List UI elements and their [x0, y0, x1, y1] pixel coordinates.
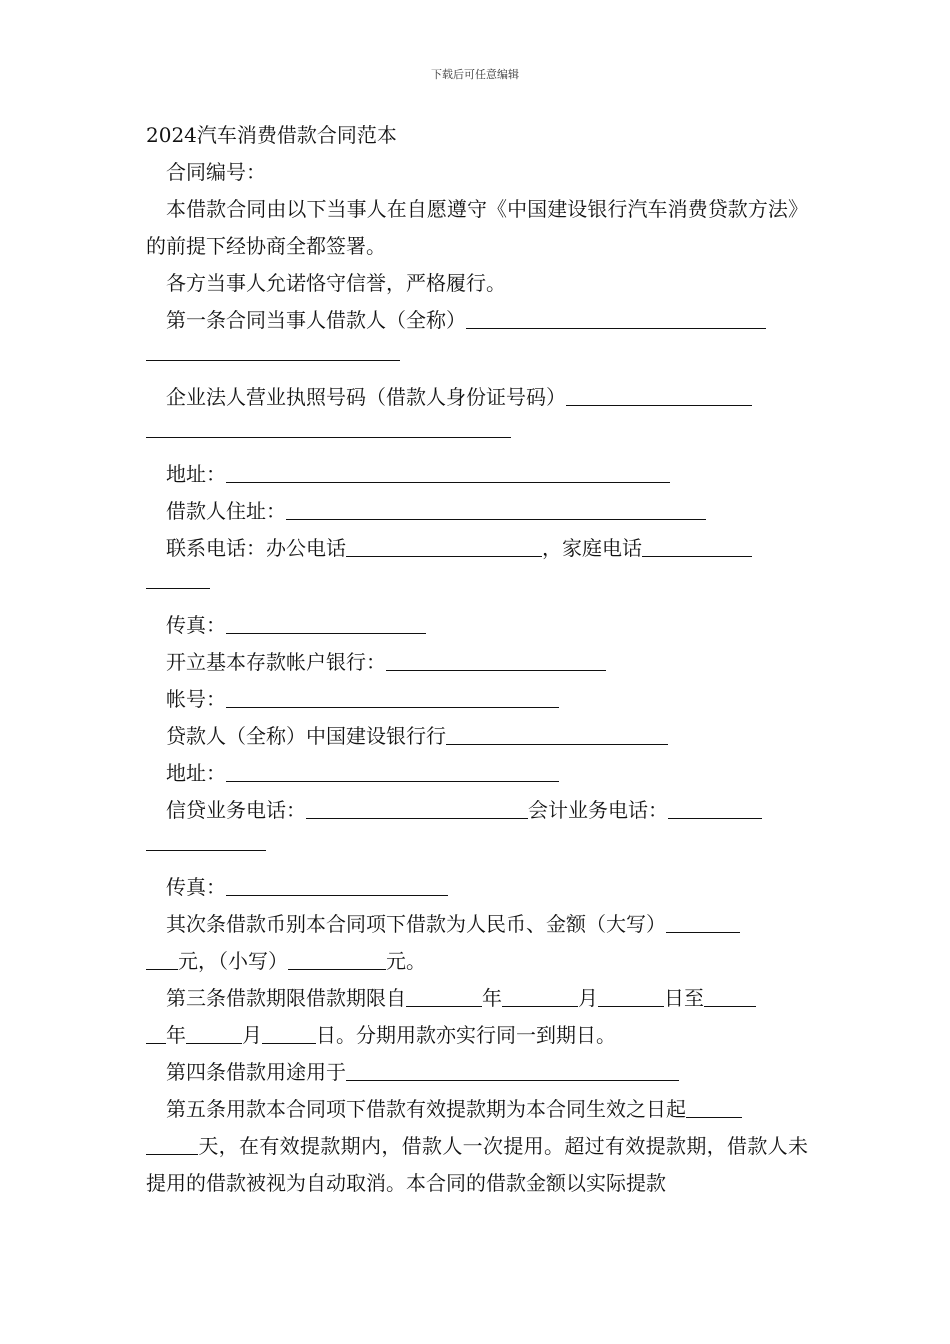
- start-day-blank: [598, 985, 664, 1007]
- document-title: 2024汽车消费借款合同范本: [146, 123, 397, 147]
- residence-label: 借款人住址：: [166, 499, 286, 523]
- term-label: 第三条借款期限借款期限自: [166, 986, 406, 1010]
- draw-terms-text: 天，在有效提款期内，借款人一次提用。超过有效提款期，借款人未提用的借款被视为自动取消。本合同的借款金额以实际提款: [146, 1134, 808, 1195]
- license-blank-cont: [146, 416, 511, 438]
- lender-label: 贷款人（全称）中国建设银行行: [166, 724, 446, 748]
- end-day-label: 日。分期用款亦实行同一到期日。: [316, 1023, 616, 1047]
- fax2-label: 传真：: [166, 875, 226, 899]
- home-phone-blank-cont: [146, 567, 210, 589]
- credit-phone-label: 信贷业务电话：: [166, 798, 306, 822]
- article5-line-cont: [146, 1128, 808, 1202]
- residence-blank: [286, 498, 706, 520]
- contract-number-label: 合同编号：: [166, 160, 266, 184]
- article3-line-cont: [146, 1017, 808, 1054]
- end-year-label: 年: [166, 1023, 186, 1047]
- article2-line-cont: [146, 943, 808, 980]
- address2-line: [146, 755, 808, 792]
- end-month-label: 月: [242, 1023, 262, 1047]
- borrower-name-label: 第一条合同当事人借款人（全称）: [166, 308, 466, 332]
- article1-borrower-line: [146, 302, 808, 339]
- start-year-blank: [406, 985, 482, 1007]
- end-day-blank: [262, 1022, 316, 1044]
- address1-line: [146, 456, 808, 493]
- account-label: 帐号：: [166, 687, 226, 711]
- home-phone-blank: [642, 535, 752, 557]
- lender-line: [146, 718, 808, 755]
- amount-label: 其次条借款币别本合同项下借款为人民币、金额（大写）: [166, 912, 666, 936]
- year-label: 年: [482, 986, 502, 1010]
- fax1-label: 传真：: [166, 613, 226, 637]
- intro-paragraph: 本借款合同由以下当事人在自愿遵守《中国建设银行汽车消费贷款方法》的前提下经协商全都签署。: [146, 197, 808, 258]
- account-line: [146, 681, 808, 718]
- start-month-blank: [502, 985, 578, 1007]
- fax1-blank: [226, 612, 426, 634]
- pledge-paragraph: 各方当事人允诺恪守信誉，严格履行。: [166, 271, 506, 295]
- fax1-line: [146, 607, 808, 644]
- bank-blank: [386, 649, 606, 671]
- day-to-label: 日至: [664, 986, 704, 1010]
- borrower-name-blank-cont: [146, 339, 400, 361]
- end-year-blank: [704, 985, 756, 1007]
- amount-capital-blank-cont: [146, 948, 178, 970]
- office-phone-label: 联系电话：办公电话: [166, 536, 346, 560]
- office-phone-blank: [346, 535, 542, 557]
- credit-phone-blank: [306, 797, 528, 819]
- phone-line: [146, 530, 808, 567]
- license-line: [146, 379, 808, 416]
- amount-small-blank: [288, 948, 386, 970]
- article3-line: [146, 980, 808, 1017]
- document-body: [146, 117, 808, 1202]
- home-phone-label: ，家庭电话: [542, 536, 642, 560]
- draw-days-blank: [686, 1096, 742, 1118]
- article4-line: [146, 1054, 808, 1091]
- license-label: 企业法人营业执照号码（借款人身份证号码）: [166, 385, 566, 409]
- address2-label: 地址：: [166, 761, 226, 785]
- account-blank: [226, 686, 559, 708]
- amount-end-label: 元。: [386, 949, 426, 973]
- bank-line: [146, 644, 808, 681]
- contract-number-line: [146, 154, 808, 191]
- header-note: 下载后可任意编辑: [431, 68, 519, 81]
- amount-capital-blank: [666, 911, 740, 933]
- address1-label: 地址：: [166, 462, 226, 486]
- license-blank: [566, 384, 752, 406]
- amount-small-label: 元，（小写）: [178, 949, 288, 973]
- article2-line: [146, 906, 808, 943]
- article5-line: [146, 1091, 808, 1128]
- borrower-name-blank: [466, 307, 766, 329]
- draw-period-label: 第五条用款本合同项下借款有效提款期为本合同生效之日起: [166, 1097, 686, 1121]
- business-phone-line: [146, 792, 808, 829]
- accounting-phone-blank: [668, 797, 762, 819]
- address1-blank: [226, 461, 670, 483]
- accounting-phone-label: 会计业务电话：: [528, 798, 668, 822]
- purpose-label: 第四条借款用途用于: [166, 1060, 346, 1084]
- fax2-blank: [226, 874, 448, 896]
- residence-line: [146, 493, 808, 530]
- bank-label: 开立基本存款帐户银行：: [166, 650, 386, 674]
- purpose-blank: [346, 1059, 679, 1081]
- fax2-line: [146, 869, 808, 906]
- end-year-blank-cont: [146, 1022, 166, 1044]
- draw-days-blank-cont: [146, 1133, 198, 1155]
- end-month-blank: [186, 1022, 242, 1044]
- accounting-phone-blank-cont: [146, 829, 266, 851]
- address2-blank: [226, 760, 559, 782]
- month-label: 月: [578, 986, 598, 1010]
- lender-blank: [446, 723, 668, 745]
